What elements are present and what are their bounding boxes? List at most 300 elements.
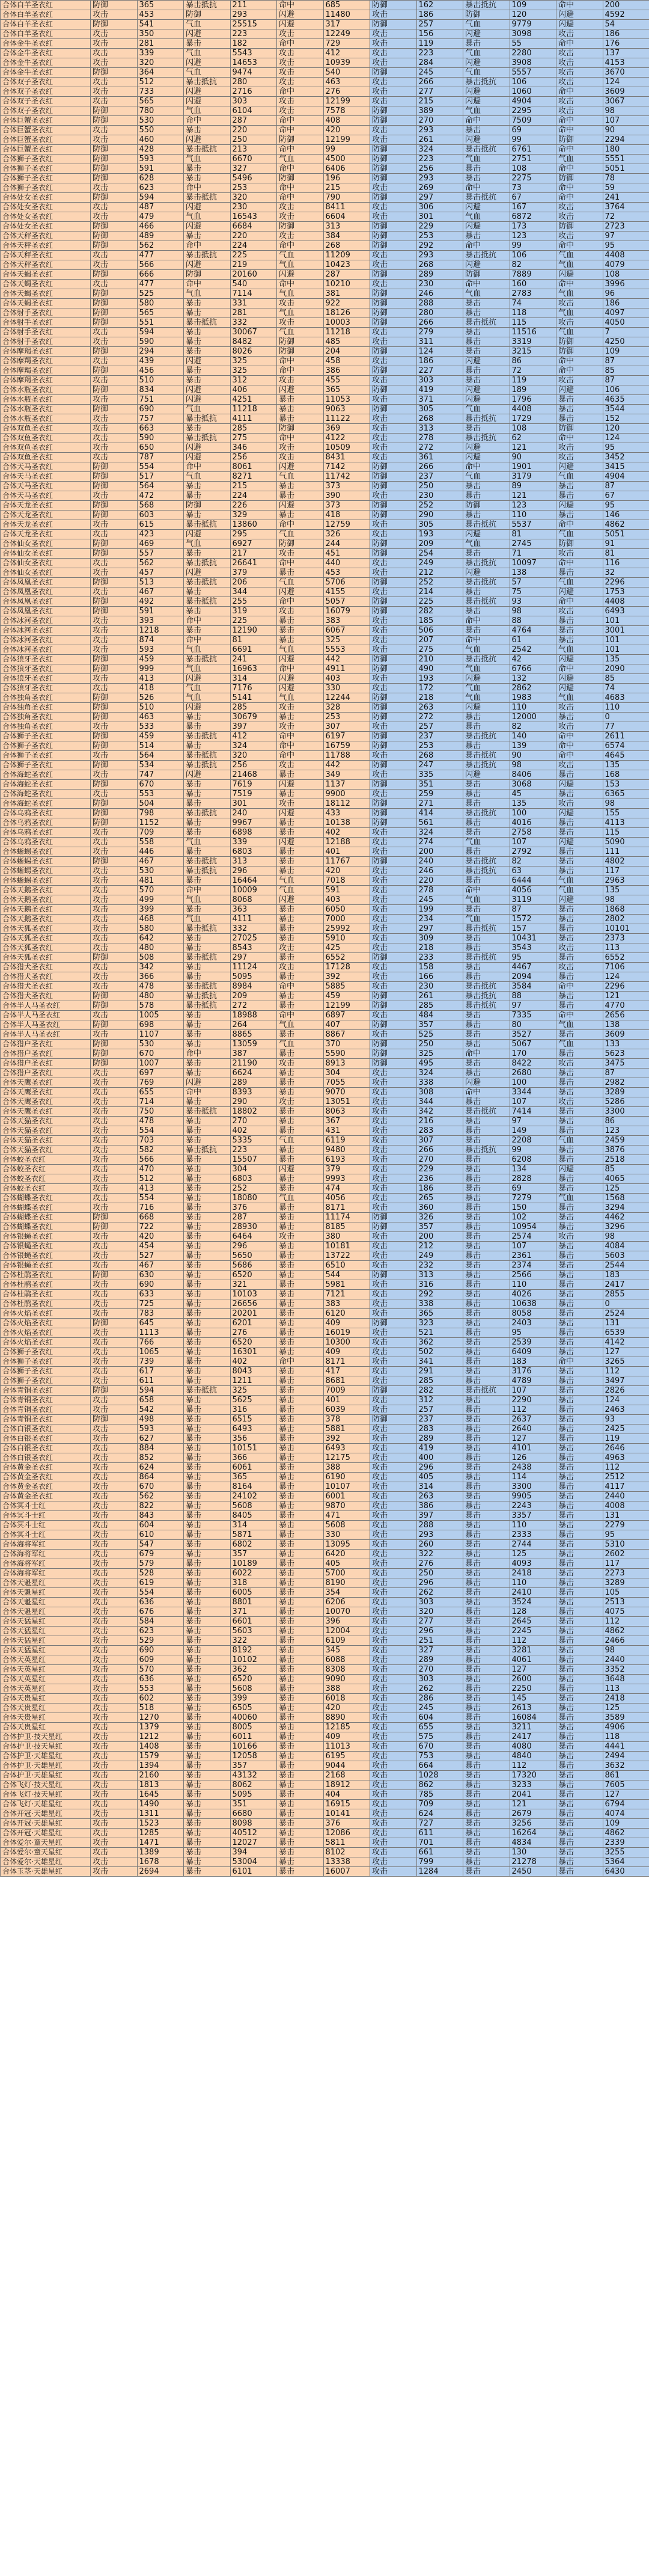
equipment-name-cell[interactable]: 合体银蝇圣衣红 — [1, 1251, 91, 1261]
table-cell[interactable]: 2544 — [603, 1261, 649, 1271]
table-cell[interactable]: 5057 — [323, 597, 370, 607]
table-cell[interactable]: 327 — [416, 1646, 463, 1655]
table-cell[interactable]: 命中 — [277, 751, 324, 761]
table-cell[interactable]: 4075 — [603, 1607, 649, 1617]
table-cell[interactable]: 命中 — [277, 193, 324, 203]
equipment-name-cell[interactable]: 合体狮子圣衣红 — [1, 751, 91, 761]
table-cell[interactable]: 气血 — [463, 684, 510, 693]
table-cell[interactable]: 暴击 — [463, 491, 510, 501]
table-cell[interactable]: 暴击 — [277, 1444, 324, 1453]
table-cell[interactable]: 暴击抵抗 — [184, 992, 231, 1001]
table-cell[interactable]: 591 — [323, 886, 370, 895]
table-cell[interactable]: 4080 — [510, 1742, 556, 1752]
table-cell[interactable]: 闪避 — [184, 385, 231, 395]
table-cell[interactable]: 852 — [137, 1453, 184, 1463]
equipment-name-cell[interactable]: 合体半人马圣衣红 — [1, 1011, 91, 1020]
table-cell[interactable]: 防御 — [91, 501, 138, 511]
equipment-name-cell[interactable]: 合体狮子圣衣红 — [1, 164, 91, 174]
table-cell[interactable]: 攻击 — [277, 1232, 324, 1242]
table-cell[interactable]: 暴击 — [556, 1030, 603, 1040]
table-cell[interactable]: 324 — [230, 741, 277, 751]
table-cell[interactable]: 5095 — [230, 972, 277, 982]
table-cell[interactable]: 722 — [137, 1222, 184, 1232]
table-cell[interactable]: 防御 — [370, 713, 417, 722]
table-cell[interactable]: 防御 — [370, 780, 417, 790]
table-cell[interactable]: 72 — [603, 212, 649, 222]
table-cell[interactable]: 暴击 — [184, 1646, 231, 1655]
equipment-name-cell[interactable]: 合体白羊圣衣红 — [1, 29, 91, 39]
table-cell[interactable]: 攻击 — [91, 1328, 138, 1338]
table-cell[interactable]: 477 — [137, 280, 184, 289]
table-cell[interactable]: 342 — [416, 1107, 463, 1117]
table-cell[interactable]: 3098 — [510, 29, 556, 39]
table-cell[interactable]: 攻击 — [556, 1059, 603, 1069]
table-cell[interactable]: 命中 — [277, 597, 324, 607]
equipment-name-cell[interactable]: 合体护卫·天雄星红 — [1, 1771, 91, 1780]
equipment-name-cell[interactable]: 合体猎户圣衣红 — [1, 1059, 91, 1069]
table-cell[interactable]: 气血 — [556, 289, 603, 299]
table-cell[interactable]: 370 — [323, 1040, 370, 1049]
table-cell[interactable]: 922 — [323, 299, 370, 308]
table-cell[interactable]: 351 — [230, 1800, 277, 1809]
table-cell[interactable]: 攻击 — [370, 770, 417, 780]
table-cell[interactable]: 12190 — [230, 626, 277, 636]
table-cell[interactable]: 攻击 — [556, 376, 603, 385]
table-cell[interactable]: 闪避 — [277, 1165, 324, 1174]
table-cell[interactable]: 闪避 — [463, 443, 510, 453]
table-cell[interactable]: 攻击 — [556, 97, 603, 106]
table-cell[interactable]: 200 — [416, 1232, 463, 1242]
table-cell[interactable]: 115 — [603, 828, 649, 838]
table-cell[interactable]: 9905 — [510, 1492, 556, 1501]
table-cell[interactable]: 275 — [230, 434, 277, 443]
table-cell[interactable]: 512 — [137, 1174, 184, 1184]
table-cell[interactable]: 10954 — [510, 1222, 556, 1232]
table-cell[interactable]: 命中 — [277, 366, 324, 376]
table-cell[interactable]: 暴击 — [277, 1848, 324, 1857]
table-cell[interactable]: 6684 — [230, 222, 277, 232]
table-cell[interactable]: 暴击 — [277, 1780, 324, 1790]
table-cell[interactable]: 670 — [137, 780, 184, 790]
table-cell[interactable]: 暴击 — [184, 905, 231, 915]
table-cell[interactable]: 攻击 — [91, 1578, 138, 1588]
table-cell[interactable]: 命中 — [277, 664, 324, 674]
table-cell[interactable]: 攻击 — [277, 963, 324, 972]
table-cell[interactable]: 气血 — [463, 212, 510, 222]
table-cell[interactable]: 4862 — [603, 1829, 649, 1838]
table-cell[interactable]: 暴击 — [463, 366, 510, 376]
table-cell[interactable]: 防御 — [91, 953, 138, 963]
table-cell[interactable]: 405 — [323, 1559, 370, 1569]
table-cell[interactable]: 攻击 — [91, 357, 138, 366]
equipment-name-cell[interactable]: 合体狮子圣衣红 — [1, 1357, 91, 1367]
table-cell[interactable]: 285 — [416, 1376, 463, 1386]
table-cell[interactable]: 12175 — [323, 1453, 370, 1463]
table-cell[interactable]: 278 — [416, 434, 463, 443]
table-cell[interactable]: 233 — [416, 953, 463, 963]
table-cell[interactable]: 闪避 — [463, 87, 510, 97]
table-cell[interactable]: 128 — [510, 1607, 556, 1617]
table-cell[interactable]: 闪避 — [277, 587, 324, 597]
table-cell[interactable]: 4963 — [603, 1453, 649, 1463]
table-cell[interactable]: 5335 — [230, 1136, 277, 1145]
table-cell[interactable]: 暴击 — [184, 1588, 231, 1598]
table-cell[interactable]: 命中 — [463, 116, 510, 126]
table-cell[interactable]: 564 — [137, 751, 184, 761]
table-cell[interactable]: 99 — [510, 1145, 556, 1155]
table-cell[interactable]: 8431 — [323, 453, 370, 462]
table-cell[interactable]: 暴击 — [463, 308, 510, 318]
table-cell[interactable]: 攻击 — [556, 453, 603, 462]
table-cell[interactable]: 命中 — [277, 241, 324, 251]
table-cell[interactable]: 防御 — [91, 992, 138, 1001]
table-cell[interactable]: 10431 — [510, 934, 556, 943]
table-cell[interactable]: 暴击 — [184, 1655, 231, 1665]
equipment-name-cell[interactable]: 合体天蝎圣衣红 — [1, 270, 91, 280]
table-cell[interactable]: 防御 — [91, 1001, 138, 1011]
table-cell[interactable]: 7000 — [323, 915, 370, 924]
table-cell[interactable]: 85 — [603, 1165, 649, 1174]
table-cell[interactable]: 攻击 — [370, 1367, 417, 1376]
table-cell[interactable]: 防御 — [91, 1049, 138, 1059]
table-cell[interactable]: 409 — [323, 1732, 370, 1742]
table-cell[interactable]: 防御 — [91, 1213, 138, 1222]
table-cell[interactable]: 409 — [323, 1348, 370, 1357]
table-cell[interactable]: 暴击 — [463, 1030, 510, 1040]
table-cell[interactable]: 闪避 — [463, 1078, 510, 1088]
table-cell[interactable]: 命中 — [556, 193, 603, 203]
table-cell[interactable]: 470 — [137, 1165, 184, 1174]
table-cell[interactable]: 命中 — [277, 520, 324, 530]
table-cell[interactable]: 防御 — [370, 992, 417, 1001]
table-cell[interactable]: 攻击 — [370, 876, 417, 886]
table-cell[interactable]: 5496 — [230, 174, 277, 183]
table-cell[interactable]: 防御 — [370, 1059, 417, 1069]
table-cell[interactable]: 暴击抵抗 — [463, 318, 510, 328]
table-cell[interactable]: 暴击 — [556, 1078, 603, 1088]
table-cell[interactable]: 暴击 — [463, 1473, 510, 1482]
table-cell[interactable]: 暴击 — [184, 1627, 231, 1636]
table-cell[interactable]: 暴击 — [184, 1492, 231, 1501]
table-cell[interactable]: 5871 — [230, 1530, 277, 1540]
table-cell[interactable]: 112 — [603, 1463, 649, 1473]
table-cell[interactable]: 16543 — [230, 212, 277, 222]
table-cell[interactable]: 20160 — [230, 270, 277, 280]
table-cell[interactable]: 296 — [416, 1578, 463, 1588]
table-cell[interactable]: 暴击 — [184, 1165, 231, 1174]
table-cell[interactable]: 2208 — [510, 1136, 556, 1145]
table-cell[interactable]: 6803 — [230, 847, 277, 857]
table-cell[interactable]: 命中 — [184, 462, 231, 472]
table-cell[interactable]: 暴击 — [463, 1732, 510, 1742]
table-cell[interactable]: 8061 — [230, 462, 277, 472]
table-cell[interactable]: 14653 — [230, 58, 277, 68]
table-cell[interactable]: 2160 — [137, 1771, 184, 1780]
table-cell[interactable]: 24102 — [230, 1492, 277, 1501]
table-cell[interactable]: 防御 — [370, 462, 417, 472]
table-cell[interactable]: 225 — [416, 597, 463, 607]
table-cell[interactable]: 暴击 — [556, 1675, 603, 1684]
table-cell[interactable]: 暴击 — [556, 1396, 603, 1405]
table-cell[interactable]: 253 — [230, 183, 277, 193]
table-cell[interactable]: 暴击 — [463, 1867, 510, 1877]
table-cell[interactable]: 265 — [416, 1194, 463, 1203]
table-cell[interactable]: 暴击 — [277, 616, 324, 626]
equipment-name-cell[interactable]: 合体双鱼圣衣红 — [1, 434, 91, 443]
equipment-name-cell[interactable]: 合体处女圣衣红 — [1, 222, 91, 232]
table-cell[interactable]: 暴击 — [556, 847, 603, 857]
table-cell[interactable]: 6766 — [510, 664, 556, 674]
table-cell[interactable]: 暴击 — [184, 818, 231, 828]
table-cell[interactable]: 575 — [416, 1732, 463, 1742]
table-cell[interactable]: 95 — [510, 953, 556, 963]
table-cell[interactable]: 攻击 — [91, 1800, 138, 1809]
table-cell[interactable]: 暴击 — [463, 1646, 510, 1655]
table-cell[interactable]: 暴击 — [463, 482, 510, 491]
table-cell[interactable]: 防御 — [463, 501, 510, 511]
equipment-name-cell[interactable]: 合体海将军红 — [1, 1550, 91, 1559]
table-cell[interactable]: 2374 — [510, 1261, 556, 1271]
table-cell[interactable]: 4250 — [603, 337, 649, 347]
table-cell[interactable]: 攻击 — [370, 1396, 417, 1405]
table-cell[interactable]: 1270 — [137, 1713, 184, 1723]
table-cell[interactable]: 5557 — [510, 68, 556, 78]
equipment-name-cell[interactable]: 合体杜鹃圣衣红 — [1, 1280, 91, 1290]
table-cell[interactable]: 攻击 — [370, 183, 417, 193]
table-cell[interactable]: 闪避 — [556, 674, 603, 684]
table-cell[interactable]: 1678 — [137, 1857, 184, 1867]
table-cell[interactable]: 3544 — [603, 405, 649, 414]
equipment-name-cell[interactable]: 合体杜鹃圣衣红 — [1, 1299, 91, 1309]
table-cell[interactable]: 暴击 — [463, 1367, 510, 1376]
table-cell[interactable]: 237 — [416, 1415, 463, 1424]
table-cell[interactable]: 11218 — [323, 328, 370, 337]
table-cell[interactable]: 308 — [416, 1088, 463, 1097]
equipment-name-cell[interactable]: 合体蝴蝶圣衣红 — [1, 1222, 91, 1232]
table-cell[interactable]: 517 — [137, 472, 184, 482]
table-cell[interactable]: 暴击 — [184, 1511, 231, 1521]
table-cell[interactable]: 防御 — [370, 193, 417, 203]
table-cell[interactable]: 3632 — [603, 1761, 649, 1771]
table-cell[interactable]: 209 — [230, 992, 277, 1001]
table-cell[interactable]: 防御 — [91, 289, 138, 299]
table-cell[interactable]: 命中 — [277, 434, 324, 443]
table-cell[interactable]: 8185 — [323, 1222, 370, 1232]
table-cell[interactable]: 防御 — [370, 164, 417, 174]
table-cell[interactable]: 480 — [137, 943, 184, 953]
table-cell[interactable]: 攻击 — [91, 1299, 138, 1309]
table-cell[interactable]: 攻击 — [370, 1251, 417, 1261]
table-cell[interactable]: 防御 — [91, 472, 138, 482]
table-cell[interactable]: 379 — [323, 1165, 370, 1174]
table-cell[interactable]: 攻击 — [91, 1771, 138, 1780]
table-cell[interactable]: 1137 — [323, 780, 370, 790]
table-cell[interactable]: 攻击 — [91, 424, 138, 434]
table-cell[interactable]: 暴击 — [556, 1578, 603, 1588]
table-cell[interactable]: 783 — [137, 1309, 184, 1319]
table-cell[interactable]: 11174 — [323, 1213, 370, 1222]
table-cell[interactable]: 2828 — [510, 1174, 556, 1184]
table-cell[interactable]: 527 — [137, 1251, 184, 1261]
table-cell[interactable]: 609 — [137, 1655, 184, 1665]
table-cell[interactable]: 2745 — [510, 539, 556, 549]
equipment-name-cell[interactable]: 合体蝴蝶圣衣红 — [1, 1213, 91, 1222]
table-cell[interactable]: 攻击 — [277, 58, 324, 68]
table-cell[interactable]: 暴击 — [277, 770, 324, 780]
table-cell[interactable]: 暴击 — [184, 1059, 231, 1069]
equipment-name-cell[interactable]: 合体爱尔·天雄星红 — [1, 1857, 91, 1867]
table-cell[interactable]: 攻击 — [556, 1097, 603, 1107]
table-cell[interactable]: 6067 — [323, 626, 370, 636]
table-cell[interactable]: 214 — [416, 587, 463, 597]
table-cell[interactable]: 攻击 — [370, 520, 417, 530]
table-cell[interactable]: 暴击 — [184, 1809, 231, 1819]
table-cell[interactable]: 暴击 — [556, 1655, 603, 1665]
table-cell[interactable]: 367 — [323, 1117, 370, 1126]
table-cell[interactable]: 闪避 — [184, 58, 231, 68]
table-cell[interactable]: 376 — [323, 1819, 370, 1829]
table-cell[interactable]: 664 — [416, 1761, 463, 1771]
table-cell[interactable]: 攻击 — [370, 886, 417, 895]
table-cell[interactable]: 暴击 — [463, 1540, 510, 1550]
table-cell[interactable]: 8043 — [230, 1367, 277, 1376]
table-cell[interactable]: 95 — [510, 1328, 556, 1338]
table-cell[interactable]: 477 — [137, 251, 184, 260]
table-cell[interactable]: 2963 — [603, 876, 649, 886]
table-cell[interactable]: 10009 — [230, 886, 277, 895]
table-cell[interactable]: 650 — [137, 443, 184, 453]
table-cell[interactable]: 18912 — [323, 1780, 370, 1790]
table-cell[interactable]: 暴击抵抗 — [184, 145, 231, 155]
table-cell[interactable]: 5067 — [510, 1040, 556, 1049]
table-cell[interactable]: 714 — [137, 1097, 184, 1107]
table-cell[interactable]: 命中 — [277, 982, 324, 992]
table-cell[interactable]: 4770 — [603, 1001, 649, 1011]
table-cell[interactable]: 454 — [137, 1242, 184, 1251]
table-cell[interactable]: 1983 — [510, 693, 556, 703]
table-cell[interactable]: 攻击 — [91, 1126, 138, 1136]
table-cell[interactable]: 4026 — [510, 1290, 556, 1299]
table-cell[interactable]: 2802 — [603, 915, 649, 924]
table-cell[interactable]: 暴击 — [556, 1482, 603, 1492]
table-cell[interactable]: 防御 — [91, 106, 138, 116]
table-cell[interactable]: 暴击 — [463, 1627, 510, 1636]
table-cell[interactable]: 防御 — [91, 385, 138, 395]
table-cell[interactable]: 攻击 — [91, 1598, 138, 1607]
table-cell[interactable]: 攻击 — [370, 915, 417, 924]
table-cell[interactable]: 命中 — [184, 241, 231, 251]
table-cell[interactable]: 防御 — [91, 761, 138, 770]
table-cell[interactable]: 5364 — [603, 1857, 649, 1867]
table-cell[interactable]: 防御 — [370, 664, 417, 674]
table-cell[interactable]: 18802 — [230, 1107, 277, 1117]
table-cell[interactable]: 457 — [137, 568, 184, 578]
table-cell[interactable]: 攻击 — [91, 1473, 138, 1482]
table-cell[interactable]: 296 — [230, 1242, 277, 1251]
table-cell[interactable]: 暴击 — [277, 1203, 324, 1213]
table-cell[interactable]: 453 — [323, 568, 370, 578]
table-cell[interactable]: 气血 — [463, 155, 510, 164]
table-cell[interactable]: 399 — [137, 905, 184, 915]
table-cell[interactable]: 290 — [416, 511, 463, 520]
table-cell[interactable]: 119 — [510, 376, 556, 385]
equipment-name-cell[interactable]: 合体天魁星红 — [1, 1607, 91, 1617]
table-cell[interactable]: 3352 — [603, 1665, 649, 1675]
table-cell[interactable]: 215 — [416, 97, 463, 106]
table-cell[interactable]: 1028 — [416, 1771, 463, 1780]
table-cell[interactable]: 气血 — [463, 895, 510, 905]
table-cell[interactable]: 暴击 — [184, 847, 231, 857]
table-cell[interactable]: 5700 — [323, 1569, 370, 1578]
table-cell[interactable]: 125 — [603, 1184, 649, 1194]
equipment-name-cell[interactable]: 合体处女圣衣红 — [1, 203, 91, 212]
table-cell[interactable]: 暴击 — [184, 174, 231, 183]
table-cell[interactable]: 暴击 — [184, 1376, 231, 1386]
table-cell[interactable]: 暴击 — [277, 414, 324, 424]
table-cell[interactable]: 502 — [416, 1348, 463, 1357]
table-cell[interactable]: 闪避 — [277, 895, 324, 905]
table-cell[interactable]: 气血 — [184, 684, 231, 693]
table-cell[interactable]: 1379 — [137, 1723, 184, 1732]
table-cell[interactable]: 暴击 — [556, 636, 603, 645]
table-cell[interactable]: 320 — [416, 1607, 463, 1617]
table-cell[interactable]: 暴击 — [277, 1838, 324, 1848]
table-cell[interactable]: 3281 — [510, 1646, 556, 1655]
table-cell[interactable]: 暴击抵抗 — [184, 1386, 231, 1396]
table-cell[interactable]: 攻击 — [370, 924, 417, 934]
table-cell[interactable]: 攻击 — [370, 1857, 417, 1867]
equipment-name-cell[interactable]: 合体冥斗士红 — [1, 1501, 91, 1511]
table-cell[interactable]: 74 — [510, 299, 556, 308]
equipment-name-cell[interactable]: 合体白羊圣衣红 — [1, 20, 91, 29]
table-cell[interactable]: 命中 — [277, 164, 324, 174]
table-cell[interactable]: 攻击 — [370, 963, 417, 972]
equipment-name-cell[interactable]: 合体冰河圣衣红 — [1, 645, 91, 655]
table-cell[interactable]: 4155 — [323, 587, 370, 597]
table-cell[interactable]: 123 — [603, 1126, 649, 1136]
table-cell[interactable]: 455 — [323, 376, 370, 385]
table-cell[interactable]: 攻击 — [370, 1011, 417, 1020]
table-cell[interactable]: 攻击 — [91, 684, 138, 693]
table-cell[interactable]: 320 — [230, 751, 277, 761]
table-cell[interactable]: 暴击 — [556, 1694, 603, 1704]
table-cell[interactable]: 暴击 — [556, 1732, 603, 1742]
table-cell[interactable]: 暴击 — [463, 1011, 510, 1020]
table-cell[interactable]: 140 — [510, 732, 556, 741]
table-cell[interactable]: 295 — [230, 530, 277, 539]
table-cell[interactable]: 暴击 — [463, 1569, 510, 1578]
table-cell[interactable]: 373 — [323, 501, 370, 511]
table-cell[interactable]: 5910 — [323, 934, 370, 943]
table-cell[interactable]: 攻击 — [556, 58, 603, 68]
table-cell[interactable]: 暴击 — [184, 1136, 231, 1145]
table-cell[interactable]: 480 — [137, 992, 184, 1001]
equipment-name-cell[interactable]: 合体半人马圣衣红 — [1, 1020, 91, 1030]
table-cell[interactable]: 闪避 — [556, 462, 603, 472]
table-cell[interactable]: 223 — [230, 29, 277, 39]
table-cell[interactable]: 暴击 — [184, 1684, 231, 1694]
table-cell[interactable]: 攻击 — [91, 1684, 138, 1694]
table-cell[interactable]: 99 — [510, 241, 556, 251]
table-cell[interactable]: 2440 — [603, 1492, 649, 1501]
table-cell[interactable]: 暴击抵抗 — [463, 251, 510, 260]
table-cell[interactable]: 2463 — [603, 1405, 649, 1415]
table-cell[interactable]: 10939 — [323, 58, 370, 68]
table-cell[interactable]: 命中 — [277, 183, 324, 193]
table-cell[interactable]: 127 — [603, 1348, 649, 1357]
table-cell[interactable]: 闪避 — [184, 568, 231, 578]
table-cell[interactable]: 392 — [323, 1434, 370, 1444]
